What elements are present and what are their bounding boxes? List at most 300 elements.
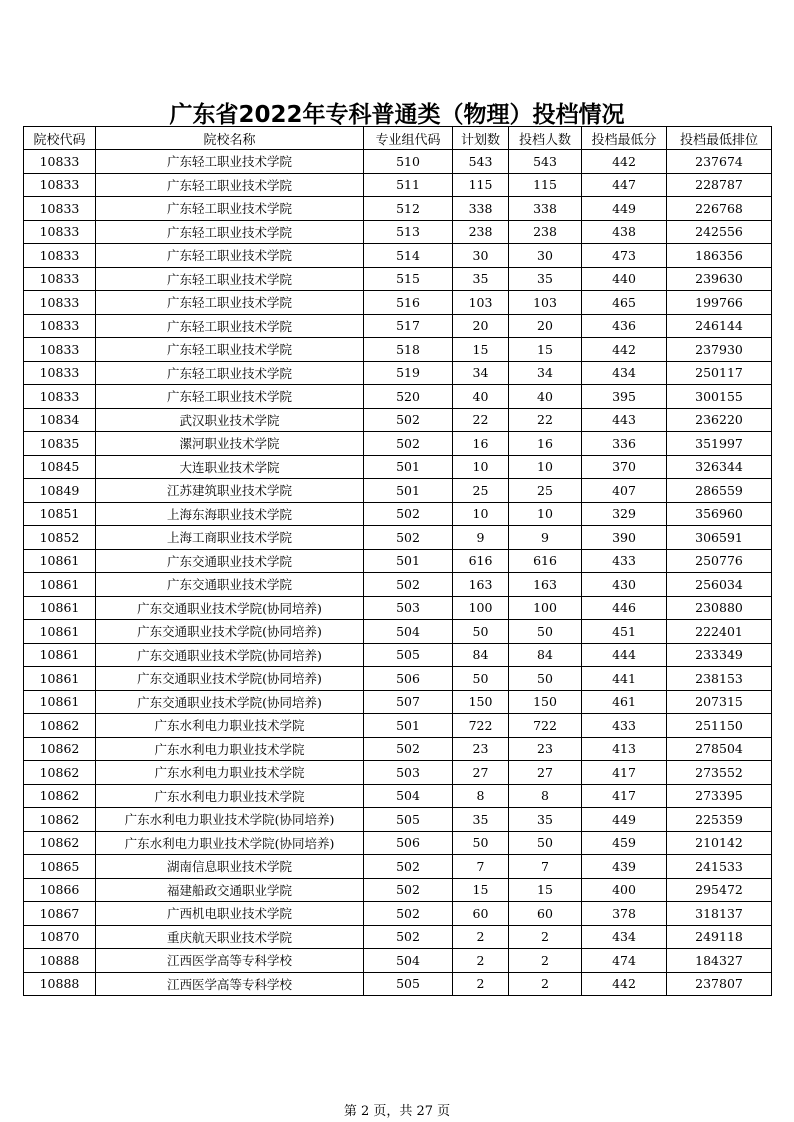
column-header: 投档最低排位 [667,127,772,150]
min-score-cell: 430 [582,573,667,597]
school-name-cell: 广东轻工职业技术学院 [96,361,364,385]
min-rank-cell: 286559 [667,479,772,503]
min-score-cell: 434 [582,361,667,385]
group-code-cell: 501 [364,714,453,738]
school-code-cell: 10861 [24,667,96,691]
school-code-cell: 10867 [24,902,96,926]
school-name-cell: 江西医学高等专科学校 [96,972,364,996]
min-rank-cell: 222401 [667,620,772,644]
plan-count-cell: 23 [453,737,509,761]
school-code-cell: 10834 [24,408,96,432]
group-code-cell: 513 [364,220,453,244]
min-score-cell: 434 [582,925,667,949]
group-code-cell: 504 [364,784,453,808]
min-score-cell: 446 [582,596,667,620]
plan-count-cell: 25 [453,479,509,503]
group-code-cell: 506 [364,667,453,691]
table-row [24,972,772,996]
table-row [24,291,772,315]
school-name-cell: 广东交通职业技术学院 [96,549,364,573]
school-name-cell: 广东水利电力职业技术学院(协同培养) [96,808,364,832]
min-score-cell: 474 [582,949,667,973]
school-name-cell: 广东轻工职业技术学院 [96,244,364,268]
table-row [24,267,772,291]
admitted-count-cell: 15 [509,878,582,902]
min-score-cell: 459 [582,831,667,855]
plan-count-cell: 50 [453,667,509,691]
admitted-count-cell: 163 [509,573,582,597]
group-code-cell: 505 [364,808,453,832]
min-score-cell: 433 [582,714,667,738]
min-rank-cell: 236220 [667,408,772,432]
school-name-cell: 大连职业技术学院 [96,455,364,479]
min-score-cell: 395 [582,385,667,409]
plan-count-cell: 2 [453,949,509,973]
min-score-cell: 442 [582,150,667,174]
admitted-count-cell: 115 [509,173,582,197]
table-row [24,925,772,949]
group-code-cell: 511 [364,173,453,197]
min-score-cell: 329 [582,502,667,526]
min-score-cell: 378 [582,902,667,926]
group-code-cell: 502 [364,408,453,432]
min-rank-cell: 356960 [667,502,772,526]
school-name-cell: 广东水利电力职业技术学院 [96,737,364,761]
plan-count-cell: 15 [453,878,509,902]
column-header: 投档人数 [509,127,582,150]
admitted-count-cell: 84 [509,643,582,667]
admitted-count-cell: 100 [509,596,582,620]
table-row [24,690,772,714]
school-code-cell: 10833 [24,220,96,244]
school-name-cell: 广东轻工职业技术学院 [96,197,364,221]
plan-count-cell: 722 [453,714,509,738]
school-name-cell: 广东交通职业技术学院(协同培养) [96,690,364,714]
min-score-cell: 407 [582,479,667,503]
plan-count-cell: 238 [453,220,509,244]
min-rank-cell: 326344 [667,455,772,479]
plan-count-cell: 543 [453,150,509,174]
table-row [24,361,772,385]
min-score-cell: 400 [582,878,667,902]
table-row [24,737,772,761]
school-name-cell: 广东轻工职业技术学院 [96,173,364,197]
table-row [24,808,772,832]
admitted-count-cell: 22 [509,408,582,432]
admitted-count-cell: 9 [509,526,582,550]
school-name-cell: 广东交通职业技术学院(协同培养) [96,620,364,644]
min-rank-cell: 249118 [667,925,772,949]
min-score-cell: 440 [582,267,667,291]
table-row [24,667,772,691]
school-name-cell: 广东交通职业技术学院(协同培养) [96,643,364,667]
min-score-cell: 336 [582,432,667,456]
school-name-cell: 武汉职业技术学院 [96,408,364,432]
min-rank-cell: 351997 [667,432,772,456]
min-score-cell: 449 [582,197,667,221]
school-code-cell: 10833 [24,173,96,197]
min-score-cell: 465 [582,291,667,315]
min-rank-cell: 251150 [667,714,772,738]
school-code-cell: 10852 [24,526,96,550]
min-score-cell: 413 [582,737,667,761]
min-rank-cell: 226768 [667,197,772,221]
min-rank-cell: 237807 [667,972,772,996]
plan-count-cell: 27 [453,761,509,785]
plan-count-cell: 338 [453,197,509,221]
plan-count-cell: 34 [453,361,509,385]
admitted-count-cell: 50 [509,620,582,644]
min-rank-cell: 273552 [667,761,772,785]
min-rank-cell: 233349 [667,643,772,667]
school-name-cell: 广东轻工职业技术学院 [96,267,364,291]
group-code-cell: 502 [364,432,453,456]
table-row [24,596,772,620]
min-rank-cell: 230880 [667,596,772,620]
school-code-cell: 10845 [24,455,96,479]
school-name-cell: 广东水利电力职业技术学院 [96,761,364,785]
group-code-cell: 503 [364,761,453,785]
table-row [24,479,772,503]
admitted-count-cell: 30 [509,244,582,268]
school-code-cell: 10833 [24,385,96,409]
plan-count-cell: 20 [453,314,509,338]
min-rank-cell: 186356 [667,244,772,268]
group-code-cell: 516 [364,291,453,315]
min-score-cell: 442 [582,972,667,996]
school-code-cell: 10862 [24,761,96,785]
admitted-count-cell: 40 [509,385,582,409]
min-rank-cell: 207315 [667,690,772,714]
plan-count-cell: 10 [453,455,509,479]
admitted-count-cell: 25 [509,479,582,503]
table-row [24,949,772,973]
school-code-cell: 10833 [24,244,96,268]
table-row [24,714,772,738]
admitted-count-cell: 616 [509,549,582,573]
group-code-cell: 502 [364,502,453,526]
school-code-cell: 10861 [24,690,96,714]
admitted-count-cell: 50 [509,667,582,691]
admitted-count-cell: 103 [509,291,582,315]
plan-count-cell: 616 [453,549,509,573]
school-code-cell: 10862 [24,808,96,832]
table-row [24,526,772,550]
min-score-cell: 461 [582,690,667,714]
min-score-cell: 438 [582,220,667,244]
table-row [24,408,772,432]
plan-count-cell: 7 [453,855,509,879]
plan-count-cell: 9 [453,526,509,550]
min-rank-cell: 241533 [667,855,772,879]
min-rank-cell: 242556 [667,220,772,244]
table-row [24,761,772,785]
group-code-cell: 518 [364,338,453,362]
table-row [24,385,772,409]
min-rank-cell: 239630 [667,267,772,291]
school-name-cell: 湖南信息职业技术学院 [96,855,364,879]
group-code-cell: 502 [364,526,453,550]
plan-count-cell: 100 [453,596,509,620]
plan-count-cell: 30 [453,244,509,268]
school-code-cell: 10862 [24,831,96,855]
group-code-cell: 502 [364,855,453,879]
school-name-cell: 重庆航天职业技术学院 [96,925,364,949]
min-rank-cell: 256034 [667,573,772,597]
group-code-cell: 514 [364,244,453,268]
page-title: 广东省2022年专科普通类（物理）投档情况 [169,102,625,128]
admitted-count-cell: 20 [509,314,582,338]
admitted-count-cell: 50 [509,831,582,855]
min-score-cell: 447 [582,173,667,197]
table-row [24,432,772,456]
min-score-cell: 441 [582,667,667,691]
plan-count-cell: 35 [453,267,509,291]
group-code-cell: 515 [364,267,453,291]
min-rank-cell: 295472 [667,878,772,902]
school-code-cell: 10888 [24,972,96,996]
min-rank-cell: 250776 [667,549,772,573]
school-name-cell: 广西机电职业技术学院 [96,902,364,926]
table-row [24,314,772,338]
school-code-cell: 10861 [24,549,96,573]
school-code-cell: 10861 [24,620,96,644]
group-code-cell: 520 [364,385,453,409]
school-code-cell: 10865 [24,855,96,879]
school-name-cell: 广东水利电力职业技术学院 [96,714,364,738]
plan-count-cell: 50 [453,831,509,855]
group-code-cell: 501 [364,549,453,573]
group-code-cell: 503 [364,596,453,620]
plan-count-cell: 60 [453,902,509,926]
plan-count-cell: 50 [453,620,509,644]
min-rank-cell: 273395 [667,784,772,808]
min-rank-cell: 184327 [667,949,772,973]
group-code-cell: 501 [364,455,453,479]
min-rank-cell: 246144 [667,314,772,338]
column-header: 计划数 [453,127,509,150]
school-name-cell: 上海东海职业技术学院 [96,502,364,526]
group-code-cell: 519 [364,361,453,385]
school-code-cell: 10862 [24,784,96,808]
admitted-count-cell: 338 [509,197,582,221]
school-code-cell: 10835 [24,432,96,456]
table-row [24,244,772,268]
group-code-cell: 512 [364,197,453,221]
school-code-cell: 10862 [24,737,96,761]
plan-count-cell: 35 [453,808,509,832]
school-code-cell: 10833 [24,150,96,174]
group-code-cell: 517 [364,314,453,338]
school-code-cell: 10833 [24,314,96,338]
table-row [24,220,772,244]
plan-count-cell: 16 [453,432,509,456]
table-row [24,620,772,644]
table-row [24,878,772,902]
plan-count-cell: 84 [453,643,509,667]
school-name-cell: 广东轻工职业技术学院 [96,385,364,409]
admitted-count-cell: 15 [509,338,582,362]
min-score-cell: 451 [582,620,667,644]
min-score-cell: 417 [582,761,667,785]
table-row [24,549,772,573]
admitted-count-cell: 27 [509,761,582,785]
min-score-cell: 390 [582,526,667,550]
group-code-cell: 502 [364,925,453,949]
admitted-count-cell: 10 [509,502,582,526]
plan-count-cell: 40 [453,385,509,409]
admitted-count-cell: 8 [509,784,582,808]
admitted-count-cell: 35 [509,808,582,832]
group-code-cell: 502 [364,573,453,597]
min-rank-cell: 300155 [667,385,772,409]
school-code-cell: 10833 [24,361,96,385]
school-code-cell: 10861 [24,596,96,620]
group-code-cell: 504 [364,620,453,644]
school-code-cell: 10851 [24,502,96,526]
school-name-cell: 漯河职业技术学院 [96,432,364,456]
table-row [24,855,772,879]
group-code-cell: 505 [364,972,453,996]
admitted-count-cell: 35 [509,267,582,291]
table-row [24,643,772,667]
admitted-count-cell: 543 [509,150,582,174]
min-score-cell: 442 [582,338,667,362]
min-rank-cell: 225359 [667,808,772,832]
school-code-cell: 10870 [24,925,96,949]
school-code-cell: 10861 [24,643,96,667]
plan-count-cell: 2 [453,972,509,996]
min-rank-cell: 199766 [667,291,772,315]
school-name-cell: 广东水利电力职业技术学院 [96,784,364,808]
school-name-cell: 广东轻工职业技术学院 [96,338,364,362]
min-score-cell: 433 [582,549,667,573]
min-rank-cell: 237930 [667,338,772,362]
min-score-cell: 417 [582,784,667,808]
plan-count-cell: 2 [453,925,509,949]
header-row [24,127,772,150]
school-code-cell: 10833 [24,197,96,221]
min-score-cell: 443 [582,408,667,432]
admitted-count-cell: 34 [509,361,582,385]
school-name-cell: 福建船政交通职业学院 [96,878,364,902]
school-code-cell: 10833 [24,291,96,315]
admission-table [23,126,772,996]
column-header: 院校代码 [24,127,96,150]
school-name-cell: 广东轻工职业技术学院 [96,291,364,315]
plan-count-cell: 163 [453,573,509,597]
admitted-count-cell: 2 [509,972,582,996]
min-score-cell: 473 [582,244,667,268]
min-rank-cell: 210142 [667,831,772,855]
min-rank-cell: 238153 [667,667,772,691]
min-rank-cell: 228787 [667,173,772,197]
school-code-cell: 10866 [24,878,96,902]
plan-count-cell: 115 [453,173,509,197]
group-code-cell: 502 [364,878,453,902]
school-code-cell: 10861 [24,573,96,597]
school-name-cell: 江苏建筑职业技术学院 [96,479,364,503]
table-row [24,784,772,808]
admitted-count-cell: 2 [509,949,582,973]
school-code-cell: 10888 [24,949,96,973]
school-code-cell: 10833 [24,267,96,291]
min-score-cell: 449 [582,808,667,832]
plan-count-cell: 8 [453,784,509,808]
school-name-cell: 广东轻工职业技术学院 [96,150,364,174]
admitted-count-cell: 2 [509,925,582,949]
table-row [24,173,772,197]
school-name-cell: 上海工商职业技术学院 [96,526,364,550]
table-body [24,150,772,996]
min-score-cell: 444 [582,643,667,667]
plan-count-cell: 22 [453,408,509,432]
plan-count-cell: 15 [453,338,509,362]
column-header: 专业组代码 [364,127,453,150]
school-code-cell: 10849 [24,479,96,503]
school-code-cell: 10833 [24,338,96,362]
school-name-cell: 广东交通职业技术学院(协同培养) [96,667,364,691]
table-row [24,902,772,926]
page-footer: 第 2 页，共 27 页 [343,1104,451,1119]
min-score-cell: 436 [582,314,667,338]
table-row [24,831,772,855]
school-name-cell: 广东交通职业技术学院 [96,573,364,597]
plan-count-cell: 150 [453,690,509,714]
group-code-cell: 510 [364,150,453,174]
min-rank-cell: 278504 [667,737,772,761]
table-row [24,455,772,479]
admitted-count-cell: 722 [509,714,582,738]
table-row [24,338,772,362]
admitted-count-cell: 23 [509,737,582,761]
admitted-count-cell: 16 [509,432,582,456]
school-name-cell: 广东交通职业技术学院(协同培养) [96,596,364,620]
group-code-cell: 501 [364,479,453,503]
admitted-count-cell: 238 [509,220,582,244]
plan-count-cell: 103 [453,291,509,315]
min-rank-cell: 237674 [667,150,772,174]
column-header: 投档最低分 [582,127,667,150]
school-name-cell: 广东轻工职业技术学院 [96,220,364,244]
group-code-cell: 504 [364,949,453,973]
school-name-cell: 广东水利电力职业技术学院(协同培养) [96,831,364,855]
school-name-cell: 江西医学高等专科学校 [96,949,364,973]
table-row [24,150,772,174]
min-score-cell: 439 [582,855,667,879]
table-row [24,573,772,597]
group-code-cell: 507 [364,690,453,714]
group-code-cell: 502 [364,902,453,926]
table-row [24,197,772,221]
min-rank-cell: 318137 [667,902,772,926]
min-score-cell: 370 [582,455,667,479]
plan-count-cell: 10 [453,502,509,526]
group-code-cell: 505 [364,643,453,667]
min-rank-cell: 250117 [667,361,772,385]
group-code-cell: 502 [364,737,453,761]
admitted-count-cell: 10 [509,455,582,479]
table-row [24,502,772,526]
min-rank-cell: 306591 [667,526,772,550]
school-code-cell: 10862 [24,714,96,738]
column-header: 院校名称 [96,127,364,150]
admitted-count-cell: 60 [509,902,582,926]
group-code-cell: 506 [364,831,453,855]
admitted-count-cell: 150 [509,690,582,714]
school-name-cell: 广东轻工职业技术学院 [96,314,364,338]
admitted-count-cell: 7 [509,855,582,879]
